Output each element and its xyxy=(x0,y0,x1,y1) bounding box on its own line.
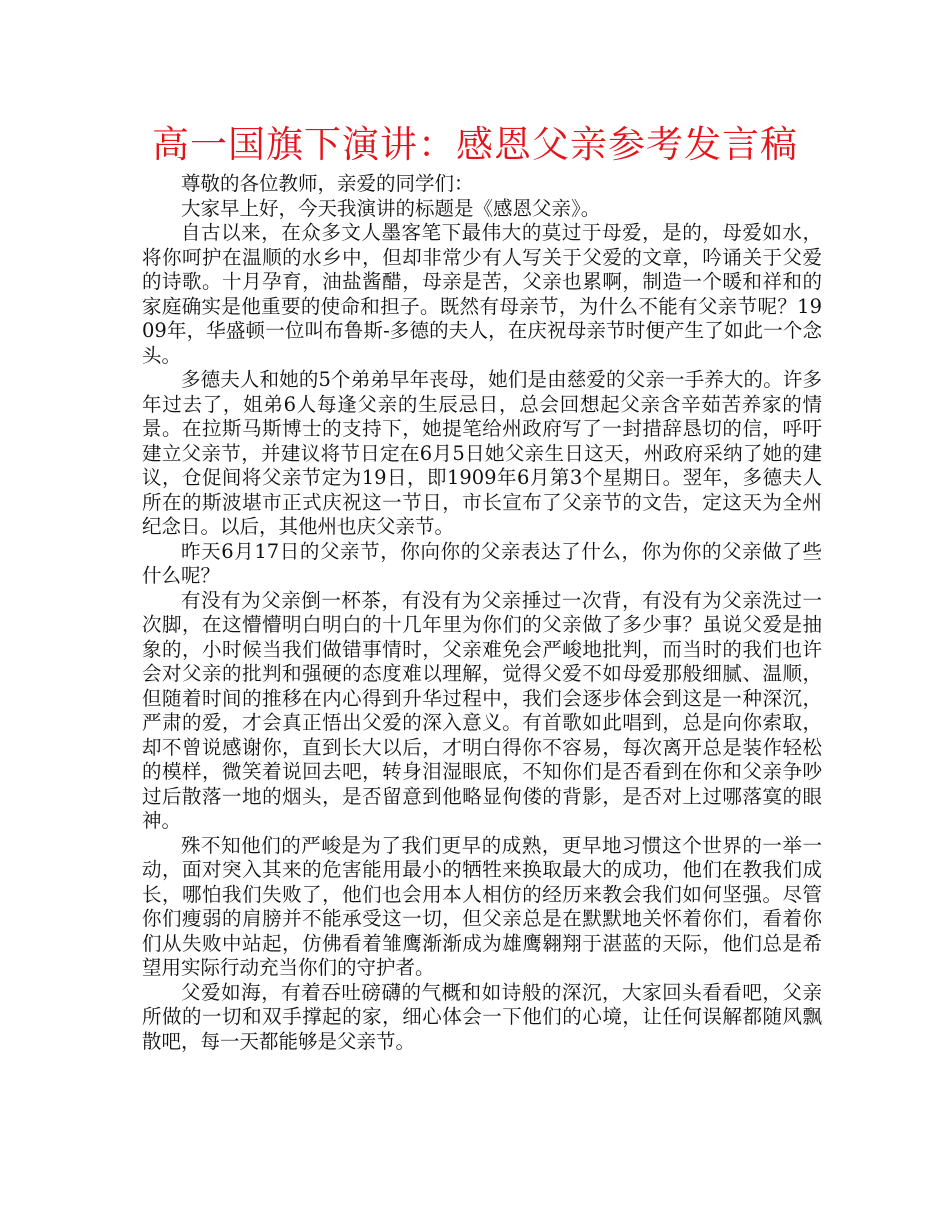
document-body xyxy=(142,172,822,1054)
intro-paragraph: 大家早上好，今天我演讲的标题是《感恩父亲》。 xyxy=(181,196,601,220)
body-paragraph: 殊不知他们的严峻是为了我们更早的成熟，更早地习惯这个世界的一举一动，面对突入其来的危害能用最小的牺牲来换取最大的成功，他们在教我们成长，哪怕我们失败了，他们也会用本人相仿的经历来教会我们如何坚强。尽管你们瘦弱的肩膀并不能承受这一切，但父亲总是在默默地关怀着你们，看着你们从失败中站起，仿佛看着雏鹰渐渐成为雄鹰翱翔于湛蓝的天际，他们总是希望用实际行动充当你们的守护者。 xyxy=(142,833,822,979)
body-paragraph: 有没有为父亲倒一杯茶，有没有为父亲捶过一次背，有没有为父亲洗过一次脚，在这懵懵明白明白的十几年里为你们的父亲做了多少事？虽说父爱是抽象的，小时候当我们做错事情时，父亲难免会严峻地批判，而当时的我们也许会对父亲的批判和强硬的态度难以理解，觉得父爱不如母爱那般细腻、温顺，但随着时间的推移在内心得到升华过程中，我们会逐步体会到这是一种深沉，严肃的爱，才会真正悟出父爱的深入意义。有首歌如此唱到，总是向你索取，却不曾说感谢你，直到长大以后，才明白得你不容易，每次离开总是装作轻松的模样，微笑着说回去吧，转身泪湿眼底，不知你们是否看到在你和父亲争吵过后散落一地的烟头，是否留意到他略显佝偻的背影，是否对上过哪落寞的眼神。 xyxy=(142,588,822,832)
closing-paragraph: 父爱如海，有着吞吐磅礴的气概和如诗般的深沉，大家回头看看吧，父亲所做的一切和双手撑起的家，细心体会一下他们的心境，让任何误解都随风飘散吧，每一天都能够是父亲节。 xyxy=(142,980,822,1053)
page-title: 高一国旗下演讲：感恩父亲参考发言稿 xyxy=(152,123,798,166)
greeting-paragraph: 尊敬的各位教师，亲爱的同学们： xyxy=(181,172,474,195)
body-paragraph: 自古以来，在众多文人墨客笔下最伟大的莫过于母爱，是的，母爱如水，将你呵护在温顺的水乡中，但却非常少有人写关于父爱的文章，吟诵关于父爱的诗歌。十月孕育，油盐酱醋，母亲是苦，父亲也累啊，制造一个暖和祥和的家庭确实是他重要的使命和担子。既然有母亲节，为什么不能有父亲节呢？1909年，华盛顿一位叫布鲁斯-多德的夫人，在庆祝母亲节时便产生了如此一个念头。 xyxy=(142,221,822,367)
body-paragraph: 多德夫人和她的5个弟弟早年丧母，她们是由慈爱的父亲一手养大的。许多年过去了，姐弟6人每逢父亲的生辰忌日，总会回想起父亲含辛茹苦养家的情景。在拉斯马斯博士的支持下，她提笔给州政府写了一封措辞恳切的信，呼吁建立父亲节，并建议将节日定在6月5日她父亲生日这天，州政府采纳了她的建议，仓促间将父亲节定为19日，即1909年6月第3个星期日。翌年，多德夫人所在的斯波堪市正式庆祝这一节日，市长宣布了父亲节的文告，定这天为全州纪念日。以后，其他州也庆父亲节。 xyxy=(142,368,822,538)
body-paragraph: 昨天6月17日的父亲节，你向你的父亲表达了什么，你为你的父亲做了些什么呢？ xyxy=(142,539,822,587)
